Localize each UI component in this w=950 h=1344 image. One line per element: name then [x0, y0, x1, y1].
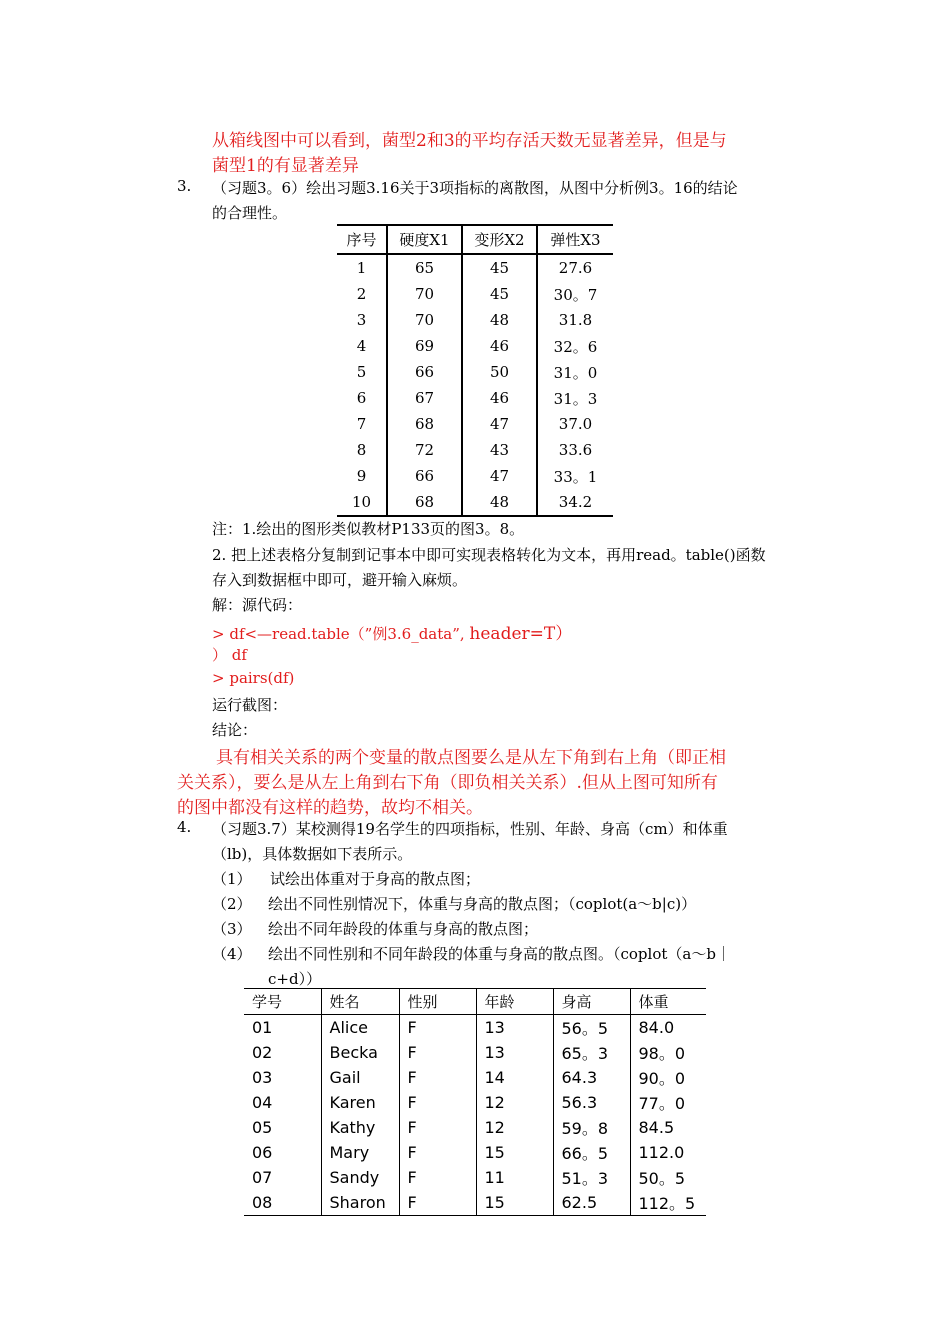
table-cell: 66。5	[553, 1140, 630, 1165]
table-row	[337, 254, 613, 281]
table-cell: 6	[356, 389, 367, 407]
table-cell: 67	[387, 385, 462, 411]
item-4-continuation: c+d））	[268, 970, 322, 988]
table-row	[337, 281, 613, 307]
col-header: 身高	[553, 989, 630, 1015]
item-text: 绘出不同年龄段的体重与身高的散点图；	[268, 920, 539, 938]
table-cell: 5	[356, 363, 367, 381]
table-cell: Karen	[321, 1090, 399, 1115]
table-cell: F	[399, 1015, 476, 1041]
table-row	[337, 489, 613, 516]
table-header-row	[244, 989, 706, 1015]
table-cell: 66	[387, 463, 462, 489]
table-cell: Sharon	[321, 1190, 399, 1216]
student-table	[244, 988, 706, 1216]
table-cell: 1	[356, 259, 367, 277]
table-cell: 33。1	[537, 463, 613, 489]
table-cell: 07	[252, 1168, 273, 1187]
q3-line-2: 的合理性。	[212, 204, 288, 222]
table-cell: 32。6	[537, 333, 613, 359]
item-number: （2）	[212, 895, 252, 913]
col-header: 变形X2	[462, 225, 537, 254]
table-row	[244, 1065, 706, 1090]
table-cell: 68	[387, 489, 462, 516]
table-row	[244, 1190, 706, 1216]
table-row	[244, 1115, 706, 1140]
table-cell: 65。3	[553, 1040, 630, 1065]
table-cell: 65	[387, 254, 462, 281]
table-cell: 12	[476, 1115, 553, 1140]
table-cell: 56.3	[553, 1090, 630, 1115]
table-row	[244, 1040, 706, 1065]
table-cell: 45	[462, 281, 537, 307]
table-cell: F	[399, 1065, 476, 1090]
table-cell: 06	[252, 1143, 273, 1162]
table-cell: 112.0	[630, 1140, 706, 1165]
list-item	[212, 943, 731, 964]
col-header: 序号	[337, 225, 387, 254]
item-number: （1）	[212, 870, 252, 888]
col-header: 年龄	[476, 989, 553, 1015]
note-1: 注：1.绘出的图形类似教材P133页的图3。8。	[212, 520, 525, 538]
table-cell: 46	[462, 333, 537, 359]
table-cell: 84.0	[630, 1015, 706, 1041]
table-cell: 13	[476, 1040, 553, 1065]
col-header: 姓名	[321, 989, 399, 1015]
table-cell: F	[399, 1140, 476, 1165]
conclusion-label: 结论：	[212, 721, 258, 739]
solution-label: 解：源代码：	[212, 596, 303, 614]
intro-line-2: 菌型1的有显著差异	[212, 156, 359, 176]
table-cell: Sandy	[321, 1165, 399, 1190]
table-cell: 34.2	[537, 489, 613, 516]
table-row	[337, 411, 613, 437]
table-cell: F	[399, 1165, 476, 1190]
table-cell: 15	[476, 1190, 553, 1216]
table-cell: 66	[387, 359, 462, 385]
table-cell: 11	[476, 1165, 553, 1190]
table-cell: 03	[252, 1068, 273, 1087]
table-cell: 51。3	[553, 1165, 630, 1190]
col-header: 性别	[399, 989, 476, 1015]
conclusion-line-2: 关关系），要么是从左上角到右下角（即负相关关系）.但从上图可知所有	[177, 773, 718, 793]
table-cell: 4	[356, 337, 367, 355]
table-cell: 46	[462, 385, 537, 411]
item-text: 试绘出体重对于身高的散点图；	[270, 870, 481, 888]
table-cell: Alice	[321, 1015, 399, 1041]
conclusion-line-1: 具有相关关系的两个变量的散点图要么是从左下角到右上角（即正相	[216, 748, 726, 768]
col-header: 学号	[244, 989, 321, 1015]
table-cell: 08	[244, 1190, 321, 1216]
table-cell: 13	[476, 1015, 553, 1041]
table-row	[244, 1090, 706, 1115]
hardness-table	[337, 224, 613, 517]
table-cell: 3	[356, 311, 367, 329]
table-cell: F	[399, 1040, 476, 1065]
table-cell: 62.5	[553, 1190, 630, 1216]
table-cell: 70	[387, 281, 462, 307]
item-text: 绘出不同性别和不同年龄段的体重与身高的散点图。（coplot（a～b｜	[268, 945, 731, 963]
table-cell: 33.6	[537, 437, 613, 463]
table-cell: 84.5	[630, 1115, 706, 1140]
col-header: 硬度X1	[387, 225, 462, 254]
table-cell: 04	[252, 1093, 273, 1112]
table-cell: 48	[462, 489, 537, 516]
table-row	[337, 307, 613, 333]
table-cell: 27.6	[537, 254, 613, 281]
table-cell: 02	[252, 1043, 273, 1062]
table-cell: 2	[356, 285, 367, 303]
table-row	[337, 463, 613, 489]
screenshot-label: 运行截图：	[212, 696, 288, 714]
q3-number: 3.	[177, 177, 192, 195]
list-item	[212, 868, 481, 889]
table-cell: 48	[462, 307, 537, 333]
table-row	[337, 359, 613, 385]
table-cell: F	[399, 1090, 476, 1115]
table-cell: 98。0	[630, 1040, 706, 1065]
table-cell: 31。3	[537, 385, 613, 411]
table-cell: 59。8	[553, 1115, 630, 1140]
table-cell: 72	[387, 437, 462, 463]
table-cell: 50	[462, 359, 537, 385]
table-cell: 9	[356, 467, 367, 485]
table-row	[244, 1015, 706, 1041]
table-row	[337, 333, 613, 359]
table-row	[244, 1140, 706, 1165]
table-cell: 45	[462, 254, 537, 281]
table-cell: F	[399, 1115, 476, 1140]
table-header-row	[337, 225, 613, 254]
table-cell: 43	[462, 437, 537, 463]
intro-line-1: 从箱线图中可以看到，菌型2和3的平均存活天数无显著差异，但是与	[212, 131, 727, 151]
code-line-1a: > df<—read.table（”例3.6_data”,	[212, 625, 470, 643]
table-cell: 31.8	[537, 307, 613, 333]
item-number: （3）	[212, 920, 252, 938]
table-cell: 14	[476, 1065, 553, 1090]
table-cell: 70	[387, 307, 462, 333]
table-row	[337, 437, 613, 463]
table-cell: 7	[356, 415, 367, 433]
item-text: 绘出不同性别情况下，体重与身高的散点图；（coplot(a～b|c)）	[268, 895, 697, 913]
col-header: 弹性X3	[537, 225, 613, 254]
conclusion-line-3: 的图中都没有这样的趋势，故均不相关。	[177, 798, 483, 818]
item-number: （4）	[212, 945, 252, 963]
table-cell: 37.0	[537, 411, 613, 437]
list-item	[212, 918, 539, 939]
table-cell: F	[399, 1190, 476, 1216]
table-row	[244, 1165, 706, 1190]
table-cell: Becka	[321, 1040, 399, 1065]
note-2-line-1: 2. 把上述表格分复制到记事本中即可实现表格转化为文本，再用read。table()函数	[212, 546, 766, 564]
code-line-2: ） df	[212, 646, 247, 664]
table-cell: 47	[462, 411, 537, 437]
table-cell: 31。0	[537, 359, 613, 385]
q4-line-2: （lb)，具体数据如下表所示。	[212, 845, 413, 863]
table-cell: 69	[387, 333, 462, 359]
table-cell: 112。5	[630, 1190, 706, 1216]
table-cell: 01	[252, 1018, 273, 1037]
table-cell: Gail	[321, 1065, 399, 1090]
q4-number: 4.	[177, 818, 192, 836]
col-header: 体重	[630, 989, 706, 1015]
table-cell: 30。7	[537, 281, 613, 307]
code-line-3: > pairs(df)	[212, 669, 295, 687]
table-cell: 10	[337, 489, 387, 516]
table-cell: 90。0	[630, 1065, 706, 1090]
table-cell: Mary	[321, 1140, 399, 1165]
table-cell: 50。5	[630, 1165, 706, 1190]
code-line-1b: header=T）	[469, 624, 573, 644]
q3-line-1: （习题3。6）绘出习题3.16关于3项指标的离散图，从图中分析例3。16的结论	[212, 179, 738, 197]
table-cell: 05	[252, 1118, 273, 1137]
q4-line-1: （习题3.7）某校测得19名学生的四项指标，性别、年龄、身高（cm）和体重	[212, 820, 728, 838]
table-cell: 15	[476, 1140, 553, 1165]
list-item	[212, 893, 697, 914]
table-cell: 77。0	[630, 1090, 706, 1115]
table-cell: Kathy	[321, 1115, 399, 1140]
table-cell: 8	[356, 441, 367, 459]
table-cell: 47	[462, 463, 537, 489]
table-cell: 12	[476, 1090, 553, 1115]
table-cell: 68	[387, 411, 462, 437]
table-cell: 56。5	[553, 1015, 630, 1041]
table-cell: 64.3	[553, 1065, 630, 1090]
code-line-1	[212, 619, 572, 644]
table-row	[337, 385, 613, 411]
note-2-line-2: 存入到数据框中即可，避开输入麻烦。	[212, 571, 468, 589]
